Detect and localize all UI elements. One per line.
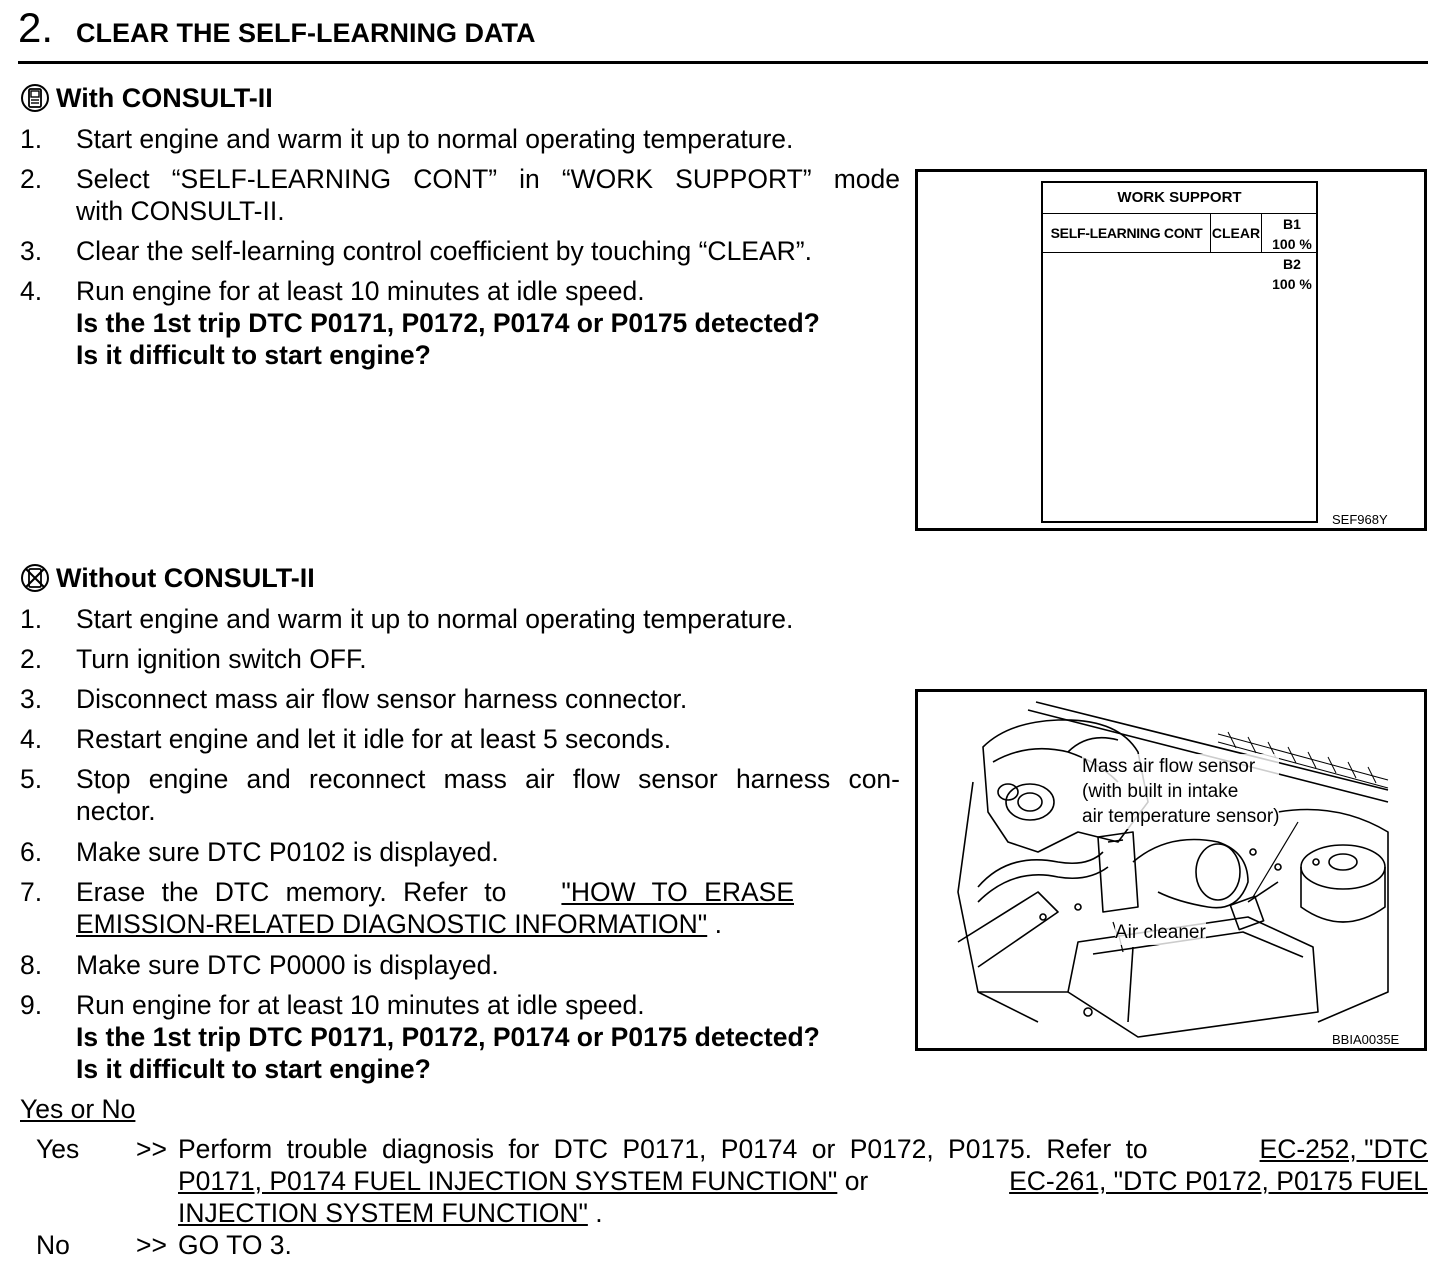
yes-or-no-heading: Yes or No bbox=[20, 1094, 136, 1124]
no-label: No bbox=[36, 1230, 70, 1260]
item-text: Clear the self-learning control coefficient by touching “CLEAR”. bbox=[76, 236, 812, 266]
erase-dtc-link[interactable]: "HOW TO ERASE bbox=[561, 877, 794, 907]
air-cleaner-label: Air cleaner bbox=[1115, 922, 1206, 943]
consult-screen bbox=[1041, 181, 1318, 523]
item-text: Disconnect mass air flow sensor harness connector. bbox=[76, 684, 688, 714]
maf-label-line: air temperature sensor) bbox=[1082, 806, 1280, 827]
without-tool-icon bbox=[20, 563, 50, 593]
yes-line-3 bbox=[178, 1197, 1428, 1229]
figure-code: SEF968Y bbox=[1332, 512, 1388, 527]
item-text bbox=[76, 876, 794, 908]
yes-label: Yes bbox=[36, 1134, 80, 1164]
step-number: 2. bbox=[18, 4, 54, 51]
work-support-figure bbox=[915, 169, 1427, 531]
item-number: 4. bbox=[20, 276, 43, 306]
screen-header: WORK SUPPORT bbox=[1043, 183, 1316, 214]
yes-line-2 bbox=[178, 1165, 1428, 1197]
item-number: 2. bbox=[20, 644, 43, 674]
list-item bbox=[20, 876, 900, 940]
item-number: 7. bbox=[20, 877, 43, 907]
item-text: Start engine and warm it up to normal operating temperature. bbox=[76, 124, 794, 154]
item-text: Make sure DTC P0000 is displayed. bbox=[76, 950, 499, 980]
item-number: 1. bbox=[20, 604, 43, 634]
item-text bbox=[76, 908, 900, 940]
b1-value: 100 % bbox=[1272, 236, 1312, 252]
without-consult-heading-text: Without CONSULT-II bbox=[56, 563, 315, 593]
step-title: CLEAR THE SELF-LEARNING DATA bbox=[76, 18, 536, 48]
engine-bay-illustration bbox=[918, 692, 1424, 1048]
item-text: with CONSULT-II. bbox=[76, 196, 285, 226]
item-number: 4. bbox=[20, 724, 43, 754]
list-item bbox=[20, 163, 900, 227]
item-number: 3. bbox=[20, 236, 43, 266]
yes-end-text: . bbox=[587, 1198, 603, 1228]
maf-label-line: Mass air flow sensor bbox=[1082, 756, 1256, 777]
yes-text: Perform trouble diagnosis for DTC P0171, P0174 or P0172, P0175. Refer to bbox=[178, 1134, 1148, 1164]
clear-button: CLEAR bbox=[1211, 214, 1262, 252]
maf-label-line: (with built in intake bbox=[1082, 781, 1239, 802]
item-number: 2. bbox=[20, 164, 43, 194]
item-text: nector. bbox=[76, 796, 156, 826]
maf-sensor-label bbox=[1082, 754, 1279, 829]
item-number: 3. bbox=[20, 684, 43, 714]
yes-arrow: >> bbox=[136, 1134, 167, 1164]
erase-dtc-link[interactable]: EMISSION-RELATED DIAGNOSTIC INFORMATION" bbox=[76, 909, 708, 939]
item-text: Select “SELF-LEARNING CONT” in “WORK SUPPORT” mode bbox=[76, 164, 900, 194]
self-learning-cont-label: SELF-LEARNING CONT bbox=[1043, 214, 1211, 252]
item-text: Run engine for at least 10 minutes at idle speed. bbox=[76, 276, 645, 306]
engine-bay-figure bbox=[915, 689, 1427, 1051]
item-number: 6. bbox=[20, 837, 43, 867]
item-text: Run engine for at least 10 minutes at idle speed. bbox=[76, 990, 645, 1020]
figure-code: BBIA0035E bbox=[1332, 1032, 1400, 1047]
bank-values bbox=[1261, 214, 1323, 294]
ec261-link[interactable]: INJECTION SYSTEM FUNCTION" bbox=[178, 1198, 588, 1228]
header-rule bbox=[18, 61, 1428, 64]
item-text: Restart engine and let it idle for at least 5 seconds. bbox=[76, 724, 672, 754]
question-text: Is it difficult to start engine? bbox=[76, 340, 431, 370]
b1-label: B1 bbox=[1283, 216, 1301, 232]
yes-or-text: or bbox=[837, 1166, 876, 1196]
item-text-prefix: Erase the DTC memory. Refer to bbox=[76, 877, 507, 907]
ec252-link[interactable]: P0171, P0174 FUEL INJECTION SYSTEM FUNCTION" bbox=[178, 1166, 838, 1196]
yes-action bbox=[178, 1133, 1428, 1229]
ec252-link[interactable]: EC-252, "DTC bbox=[1259, 1134, 1428, 1164]
no-arrow: >> bbox=[136, 1230, 167, 1260]
with-consult-heading bbox=[20, 82, 273, 114]
item-text-suffix: . bbox=[707, 909, 722, 939]
item-text: Turn ignition switch OFF. bbox=[76, 644, 367, 674]
item-number: 8. bbox=[20, 950, 43, 980]
question-text: Is the 1st trip DTC P0171, P0172, P0174 or P0175 detected? bbox=[76, 308, 820, 338]
ec261-link[interactable]: EC-261, "DTC P0172, P0175 FUEL bbox=[1009, 1166, 1428, 1196]
b2-value: 100 % bbox=[1272, 276, 1312, 292]
item-number: 1. bbox=[20, 124, 43, 154]
consult-tool-icon bbox=[20, 83, 50, 113]
without-consult-heading bbox=[20, 562, 315, 594]
no-action: GO TO 3. bbox=[178, 1230, 292, 1260]
question-text: Is the 1st trip DTC P0171, P0172, P0174 or P0175 detected? bbox=[76, 1022, 820, 1052]
b2-label: B2 bbox=[1283, 256, 1301, 272]
item-text: Make sure DTC P0102 is displayed. bbox=[76, 837, 499, 867]
item-text: Stop engine and reconnect mass air flow sensor harness con- bbox=[76, 764, 900, 794]
item-number: 9. bbox=[20, 990, 43, 1020]
item-number: 5. bbox=[20, 764, 43, 794]
with-consult-heading-text: With CONSULT-II bbox=[56, 83, 273, 113]
yes-line-1 bbox=[178, 1133, 1428, 1165]
question-text: Is it difficult to start engine? bbox=[76, 1054, 431, 1084]
item-text: Start engine and warm it up to normal operating temperature. bbox=[76, 604, 794, 634]
list-item bbox=[20, 763, 900, 827]
